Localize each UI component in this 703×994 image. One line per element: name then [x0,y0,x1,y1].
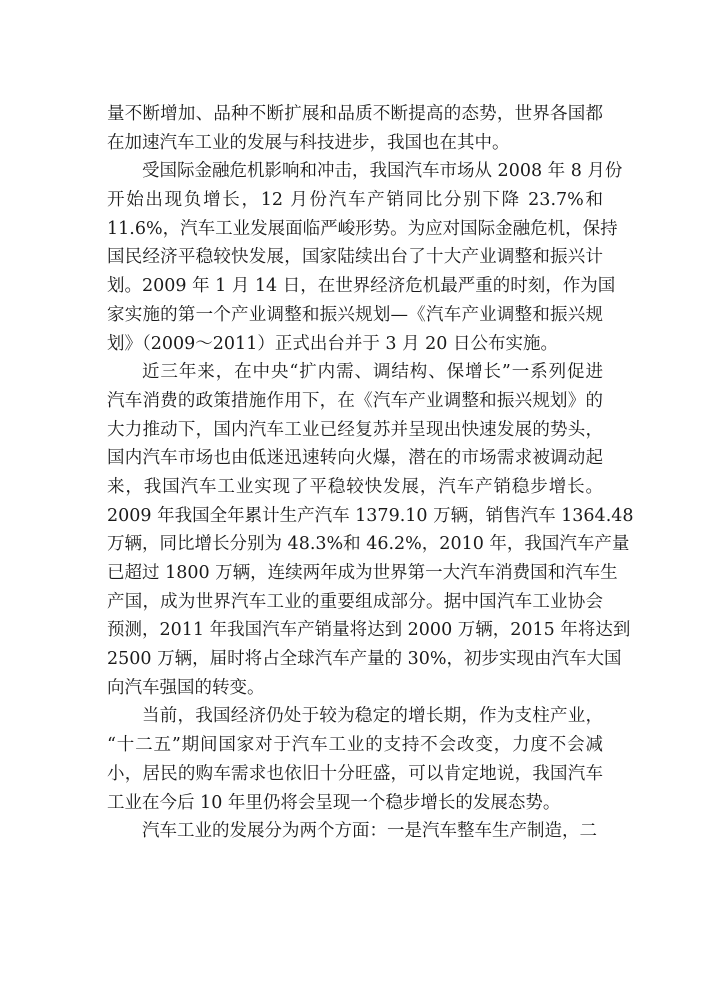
text-line: 受国际金融危机影响和冲击，我国汽车市场从 2008 年 8 月份 [142,161,623,182]
text-line: 在加速汽车工业的发展与科技进步，我国也在其中。 [107,132,510,153]
text-line: 量不断增加、品种不断扩展和品质不断提高的态势，世界各国都 [107,104,603,124]
text-line: 划》（2009～2011）正式出台并于 3 月 20 日公布实施。 [107,333,558,354]
text-line: 汽车工业的发展分为两个方面：一是汽车整车生产制造，二 [142,821,597,842]
text-line: 来，我国汽车工业实现了平稳较快发展，汽车产销稳步增长。 [107,476,603,497]
text-line: 近三年来，在中央“扩内需、调结构、保增长”一系列促进 [142,362,603,383]
text-line: 汽车消费的政策措施作用下，在《汽车产业调整和振兴规划》的 [107,390,603,411]
text-line: “十二五”期间国家对于汽车工业的支持不会改变，力度不会减 [107,735,603,756]
text-line: 国民经济平稳较快发展，国家陆续出台了十大产业调整和振兴计 [107,247,603,268]
text-line: 万辆，同比增长分别为 48.3%和 46.2%，2010 年，我国汽车产量 [107,534,630,555]
paragraph [107,817,603,846]
text-line: 当前，我国经济仍处于较为稳定的增长期，作为支柱产业， [142,706,603,727]
text-line: 预测，2011 年我国汽车产销量将达到 2000 万辆，2015 年将达到 [107,620,631,641]
text-line: 工业在今后 10 年里仍将会呈现一个稳步增长的发展态势。 [107,792,561,813]
paragraph [107,100,603,157]
text-line: 开始出现负增长，12 月份汽车产销同比分别下降 23.7%和 [107,190,603,211]
paragraph [107,358,634,702]
text-line: 产国，成为世界汽车工业的重要组成部分。据中国汽车工业协会 [107,591,603,612]
text-line: 2009 年我国全年累计生产汽车 1379.10 万辆，销售汽车 1364.48 [107,505,634,526]
text-line: 大力推动下，国内汽车工业已经复苏并呈现出快速发展的势头， [107,419,603,440]
text-line: 小，居民的购车需求也依旧十分旺盛，可以肯定地说，我国汽车 [107,763,603,784]
text-line: 11.6%，汽车工业发展面临严峻形势。为应对国际金融危机，保持 [107,218,618,239]
text-line: 划。2009 年 1 月 14 日，在世界经济危机最严重的时刻，作为国 [107,276,616,297]
document-body [107,100,634,846]
text-line: 2500 万辆，届时将占全球汽车产量的 30%，初步实现由汽车大国 [107,649,622,670]
text-line: 国内汽车市场也由低迷迅速转向火爆，潜在的市场需求被调动起 [107,448,603,469]
text-line: 家实施的第一个产业调整和振兴规划—《汽车产业调整和振兴规 [107,304,603,325]
paragraph [107,157,623,358]
text-line: 已超过 1800 万辆，连续两年成为世界第一大汽车消费国和汽车生 [107,563,618,583]
text-line: 向汽车强国的转变。 [107,677,265,698]
paragraph [107,702,603,817]
